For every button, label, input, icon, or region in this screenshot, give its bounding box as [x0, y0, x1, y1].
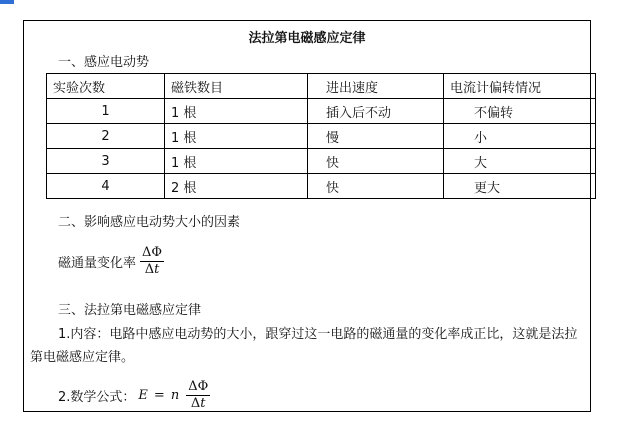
table-cell: 3 — [47, 149, 165, 174]
table-cell: 快 — [308, 174, 444, 199]
formula-emf-symbol: E — [138, 388, 148, 403]
document-title: 法拉第电磁感应定律 — [248, 31, 366, 46]
formula-fraction — [186, 379, 210, 412]
table-cell: 不偏转 — [444, 99, 596, 124]
law-formula — [58, 379, 210, 412]
table-cell: 1 — [47, 99, 165, 124]
table-header-cell: 进出速度 — [308, 74, 444, 99]
table-cell: 插入后不动 — [308, 99, 444, 124]
table-cell: 快 — [308, 149, 444, 174]
fraction-denominator — [189, 396, 208, 412]
fraction-denominator — [143, 262, 162, 278]
flux-rate-fraction — [140, 245, 164, 278]
table-cell: 1 根 — [165, 99, 308, 124]
table-cell: 小 — [444, 124, 596, 149]
fraction-numerator: ΔΦ — [188, 379, 209, 394]
experiment-table — [46, 73, 596, 199]
delta-symbol: Δ — [144, 262, 155, 277]
document-frame — [23, 20, 591, 412]
table-cell: 更大 — [444, 174, 596, 199]
section-3-heading: 三、法拉第电磁感应定律 — [58, 303, 202, 318]
section-1-heading: 一、感应电动势 — [58, 55, 150, 70]
flux-rate-label: 磁通量变化率 — [58, 256, 137, 271]
law-content-paragraph: 1.内容：电路中感应电动势的大小，跟穿过这一电路的磁通量的变化率成正比，这就是法拉第电磁感应定律。 — [30, 327, 578, 365]
delta-symbol: Δ — [190, 396, 201, 411]
flux-rate-expression — [58, 245, 164, 278]
formula-label: 2.数学公式： — [58, 390, 136, 405]
table-cell: 慢 — [308, 124, 444, 149]
table-header-cell: 电流计偏转情况 — [444, 74, 596, 99]
section-2-heading: 二、影响感应电动势大小的因素 — [58, 215, 241, 230]
table-header-row — [47, 74, 596, 99]
table-header-cell: 实验次数 — [47, 74, 165, 99]
table-cell: 2 根 — [165, 174, 308, 199]
table-header-cell: 磁铁数目 — [165, 74, 308, 99]
formula-turns-symbol: n — [170, 388, 180, 403]
table-cell: 大 — [444, 149, 596, 174]
table-cell: 2 — [47, 124, 165, 149]
table-cell: 4 — [47, 174, 165, 199]
fraction-numerator: ΔΦ — [142, 245, 163, 260]
time-variable: t — [200, 396, 206, 411]
table-cell: 1 根 — [165, 149, 308, 174]
formula-equals-sign: = — [153, 388, 165, 403]
table-row — [47, 174, 596, 199]
table-row — [47, 99, 596, 124]
table-cell: 1 根 — [165, 124, 308, 149]
table-row — [47, 149, 596, 174]
corner-accent-mark — [0, 0, 14, 4]
time-variable: t — [154, 262, 160, 277]
table-row — [47, 124, 596, 149]
